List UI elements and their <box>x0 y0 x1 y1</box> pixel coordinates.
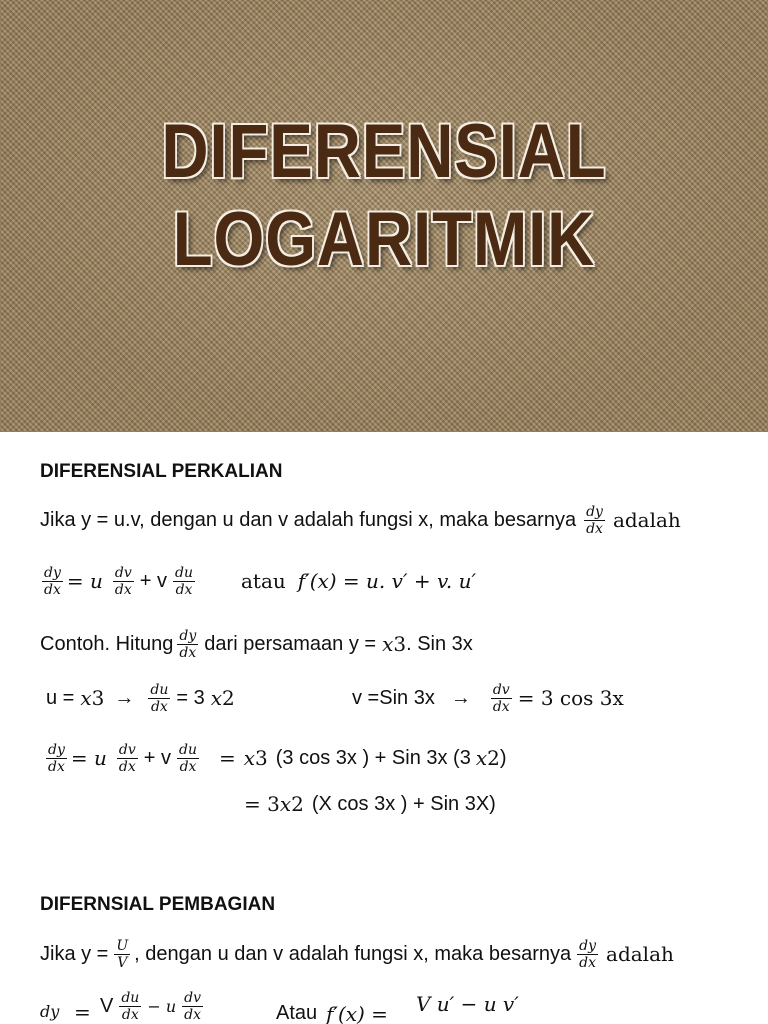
rule-eq: = u <box>66 569 103 593</box>
contoh-text: Contoh. Hitung <box>40 632 174 655</box>
quotient-num-alt: V u′ − u v′ <box>416 992 519 1016</box>
result2-x: x <box>279 792 292 816</box>
title-line-2: LOGARITMIK <box>172 197 596 282</box>
v-definition <box>352 676 624 720</box>
u-definition: u = x 3 → $\frac{du}{dx}$ = 3 x 2 <box>46 681 235 715</box>
fraction-dv-dx: $\frac{dv}{dx}$ <box>114 564 132 598</box>
section-heading-pembagian: DIFERNSIAL PEMBAGIAN <box>40 894 276 915</box>
fraction-dy-dx: $\frac{dy}{dx}$ <box>44 564 61 598</box>
slide-content <box>0 432 768 1024</box>
intro2-post: , dengan u dan v adalah fungsi x, maka besarnya <box>134 942 572 965</box>
quotient-v: V <box>100 995 114 1017</box>
u-lhs: u = <box>46 686 75 709</box>
du-rhs: = 3 <box>176 686 205 709</box>
fraction-dv-dx: $\frac{dv}{dx}$ <box>118 741 136 775</box>
result2-tail: (X cos 3x ) + Sin 3X) <box>311 792 496 815</box>
rule-plus: + v <box>143 746 171 769</box>
product-rule <box>40 559 476 603</box>
quotient-eq: = <box>74 1000 91 1024</box>
quotient-minus-u: − u <box>147 997 177 1016</box>
result-paren: (3 cos 3x ) + Sin 3x (3 <box>275 746 471 769</box>
title-banner <box>0 0 768 432</box>
result-close: ) <box>499 746 507 769</box>
rule-plus: + v <box>139 569 167 592</box>
atau2-text: Atau <box>276 1002 318 1024</box>
u-x: x <box>80 686 92 710</box>
result2-eq: = 3 <box>244 792 280 816</box>
result-eq: = <box>218 746 236 770</box>
adalah-text: adalah <box>606 942 674 966</box>
contoh-post-text: dari persamaan y = <box>204 632 377 655</box>
fraction-dv-dx: $\frac{dv}{dx}$ <box>492 681 510 715</box>
section-heading-perkalian: DIFERENSIAL PERKALIAN <box>40 461 283 482</box>
fraction-dy-dx: $\frac{dy}{dx}$ <box>579 937 597 971</box>
product-rule-alt: f′(x) = u. v′ + v. u′ <box>297 569 477 593</box>
quotient-rule <box>40 990 740 1024</box>
v-lhs: v =Sin 3x <box>352 686 435 709</box>
result-x: x <box>243 746 256 770</box>
atau-text: atau <box>240 569 286 593</box>
intro-perkalian <box>40 498 681 542</box>
result-x2: x <box>475 746 488 770</box>
fraction-du-dx: $\frac{du}{dx}$ <box>121 990 140 1023</box>
arrow-icon: → <box>114 686 135 709</box>
fraction-dv-dx: $\frac{dv}{dx}$ <box>184 990 201 1023</box>
result-line-2: = 3 x 2 (X cos 3x ) + Sin 3X) <box>244 792 496 816</box>
intro2-pre: Jika y = <box>40 942 109 965</box>
rule-eq: = u <box>70 746 107 770</box>
intro-pembagian <box>40 930 674 978</box>
fraction-u-v: $\frac{U}{V}$ <box>116 937 129 971</box>
quotient-f: f′(x) = <box>326 1002 388 1024</box>
fraction-du-dx: $\frac{du}{dx}$ <box>179 741 197 775</box>
fraction-dy-dx: $\frac{dy}{dx}$ <box>586 503 603 537</box>
quotient-numerator <box>100 990 205 1023</box>
contoh-line: Contoh. Hitung $\frac{dy}{dx}$ dari persamaan y = x 3 . Sin 3x <box>40 627 473 661</box>
contoh-x: x <box>382 632 394 656</box>
dv-rhs: = 3 cos 3x <box>517 686 624 710</box>
contoh-tail: . Sin 3x <box>406 632 473 655</box>
title-line-1: DIFERENSIAL <box>161 109 607 194</box>
fraction-du-dx: $\frac{du}{dx}$ <box>175 564 193 598</box>
quotient-dy: dy <box>40 1002 60 1021</box>
result-line-1: $\frac{dy}{dx}$ = u $\frac{dv}{dx}$ + v $\frac{du}{dx}$ = x 3 (3 cos 3x ) + Sin 3x (3 x 2 ) <box>48 741 507 775</box>
du-x: x <box>210 686 222 710</box>
fraction-dy-dx: $\frac{dy}{dx}$ <box>48 741 65 775</box>
fraction-dy-dx: $\frac{dy}{dx}$ <box>179 627 197 661</box>
intro-text: Jika y = u.v, dengan u dan v adalah fungsi x, maka besarnya <box>40 508 577 531</box>
arrow-icon: → <box>450 686 471 709</box>
fraction-du-dx: $\frac{du}{dx}$ <box>150 681 169 715</box>
adalah-text: adalah <box>612 508 681 532</box>
